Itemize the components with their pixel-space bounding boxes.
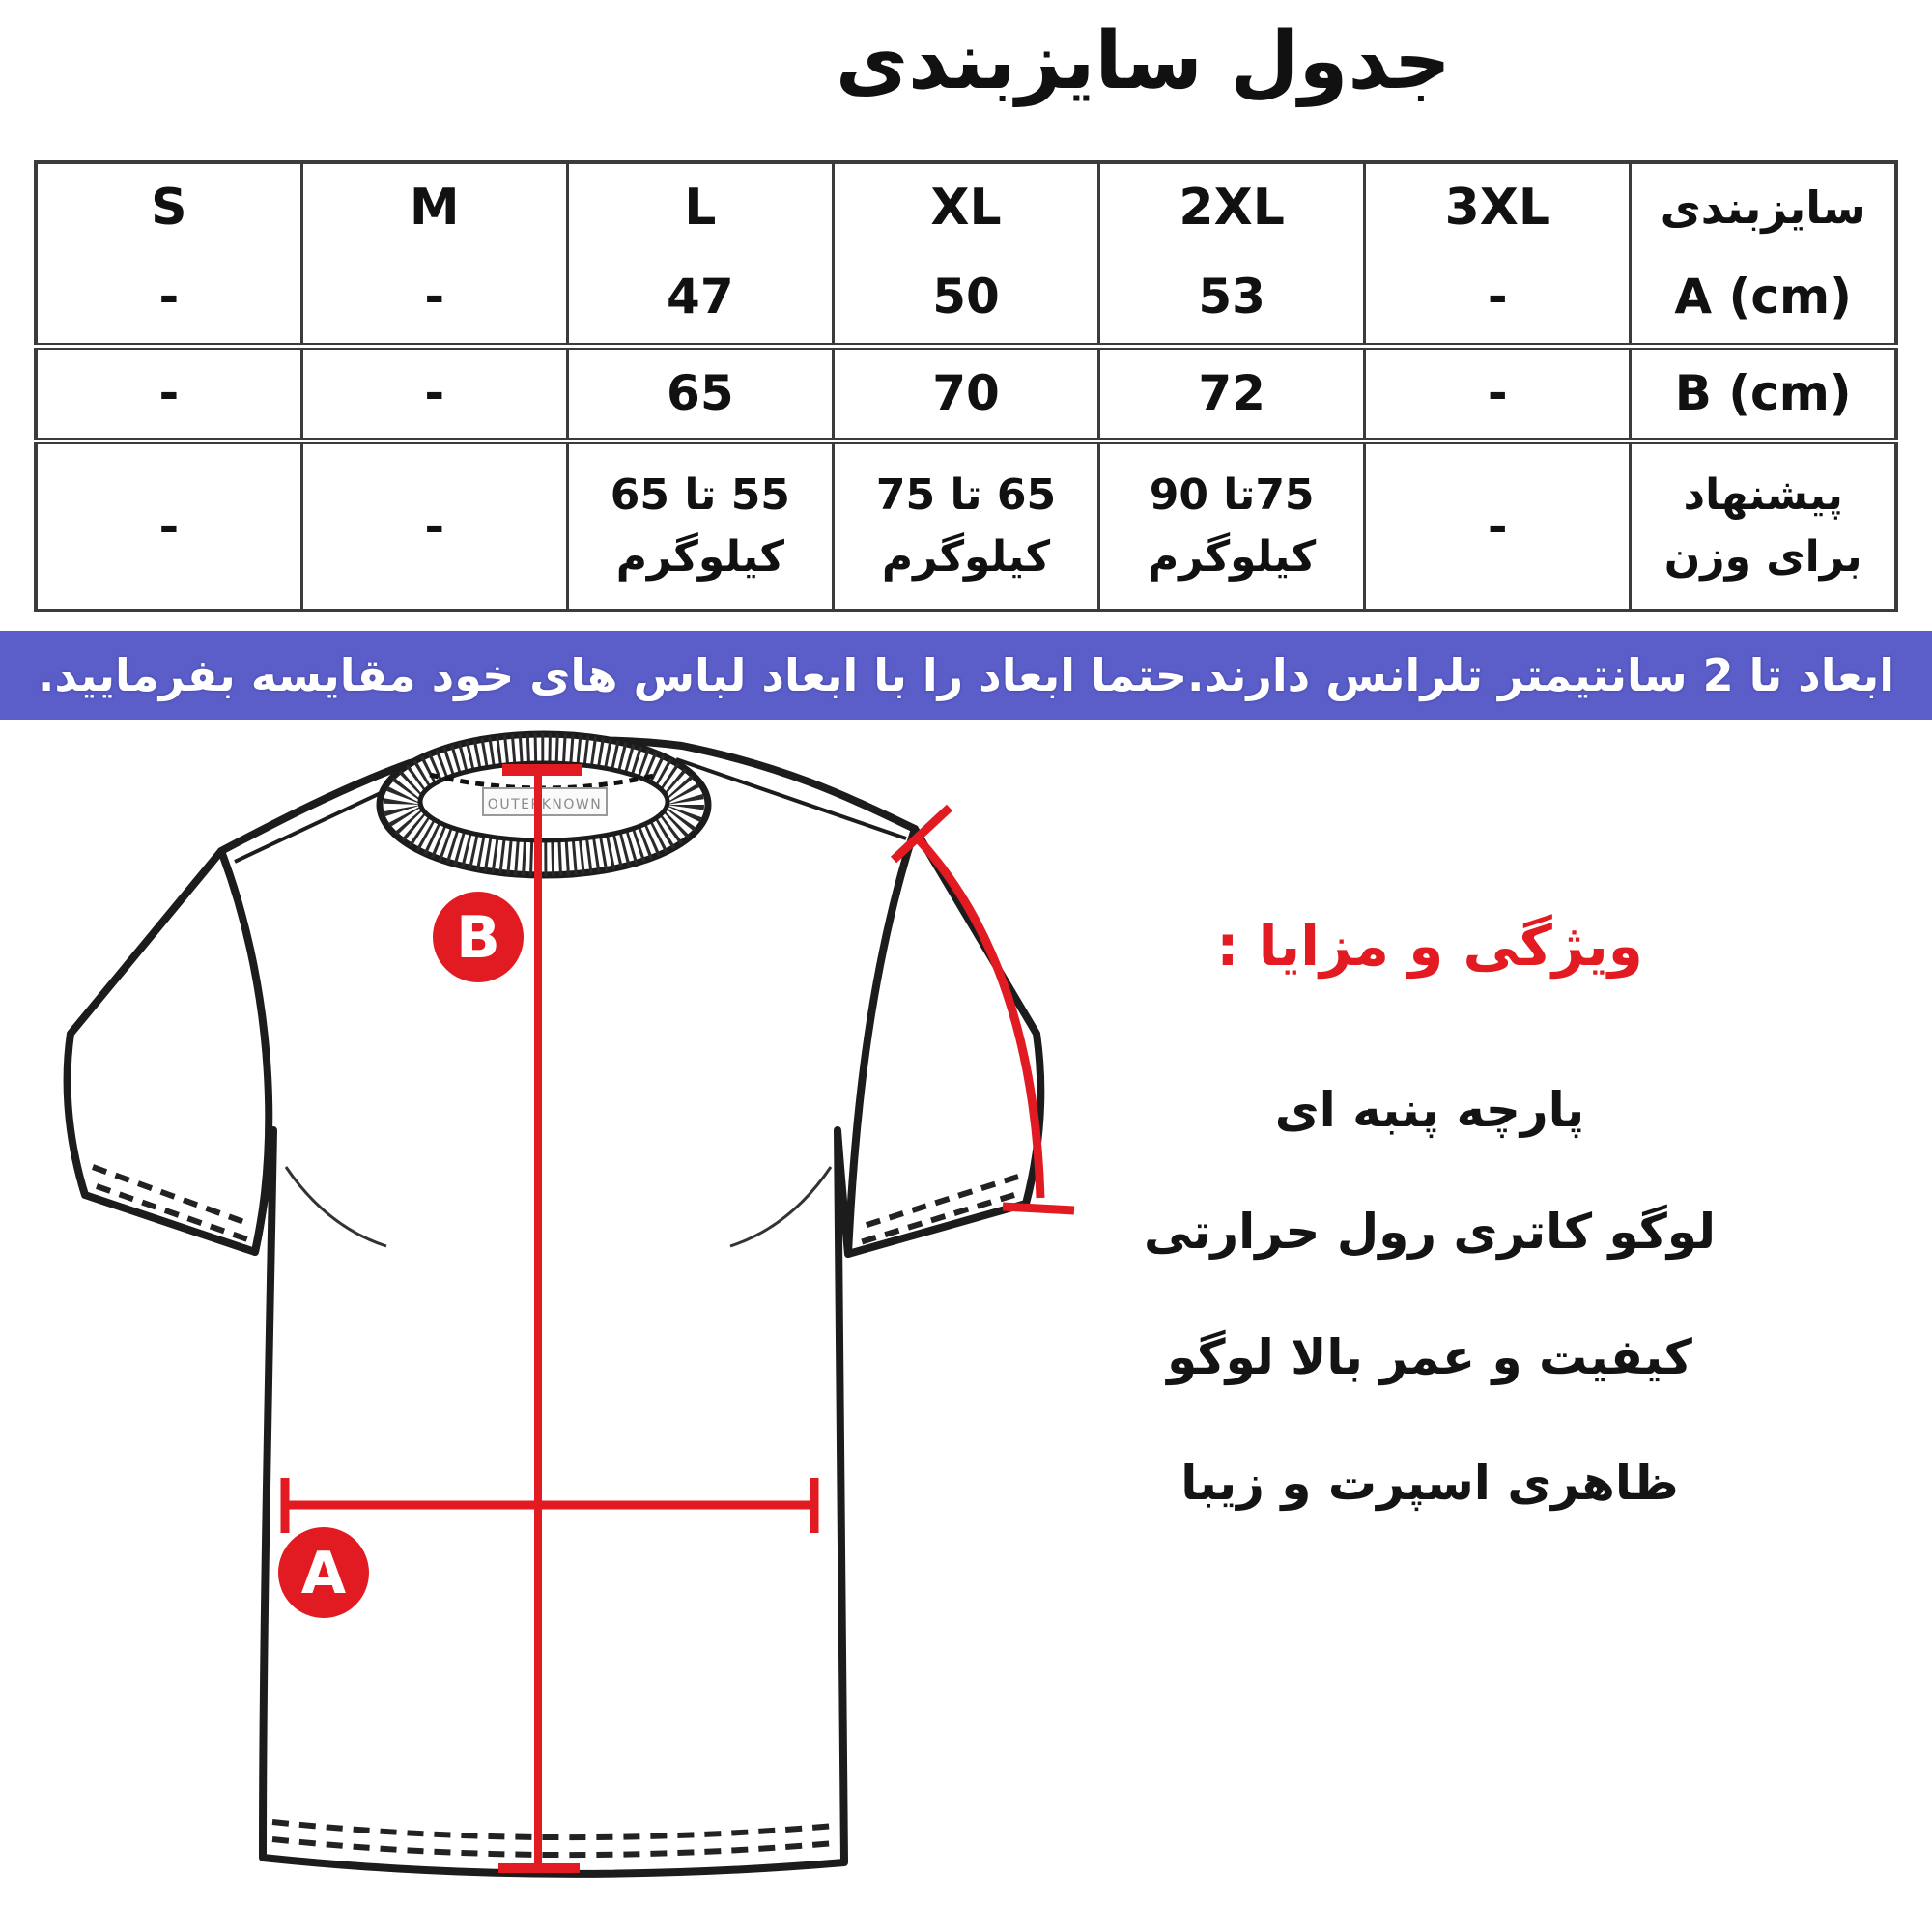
cell-a-s: - bbox=[36, 251, 301, 346]
tolerance-notice-text: ابعاد تا 2 سانتیمتر تلرانس دارند.حتما ابعاد را با ابعاد لباس های خود مقایسه بفرمایید. bbox=[37, 649, 1895, 701]
cell-a-l: 47 bbox=[567, 251, 833, 346]
col-header-sizing: سایزبندی bbox=[1631, 162, 1896, 251]
cell-w-m: - bbox=[301, 440, 567, 611]
row-label-weight: پیشنهاد برای وزن bbox=[1631, 440, 1896, 611]
feature-item-quality: کیفیت و عمر بالا لوگو bbox=[1167, 1329, 1692, 1385]
row-label-b: B (cm) bbox=[1631, 346, 1896, 440]
label-circle-b bbox=[433, 892, 524, 982]
cell-w-xl: 65 تا 75 کیلوگرم bbox=[833, 440, 1098, 611]
cell-a-xl: 50 bbox=[833, 251, 1098, 346]
page-title: جدول سایزبندی bbox=[835, 15, 1451, 107]
cell-a-2xl: 53 bbox=[1099, 251, 1365, 346]
cell-a-3xl: - bbox=[1365, 251, 1631, 346]
col-header-m: M bbox=[301, 162, 567, 251]
label-b-text: B bbox=[456, 904, 500, 972]
cell-b-s: - bbox=[36, 346, 301, 440]
col-header-3xl: 3XL bbox=[1365, 162, 1631, 251]
feature-item-fabric: پارچه پنبه ای bbox=[1274, 1082, 1585, 1138]
features-heading: ویژگی و مزایا : bbox=[1216, 913, 1643, 979]
collar-tag-label: OUTERKNOWN bbox=[487, 797, 603, 812]
col-header-l: L bbox=[567, 162, 833, 251]
cell-b-m: - bbox=[301, 346, 567, 440]
row-label-a: A (cm) bbox=[1631, 251, 1896, 346]
col-header-xl: XL bbox=[833, 162, 1098, 251]
features-section bbox=[1140, 0, 1719, 1932]
label-a-text: A bbox=[300, 1540, 347, 1607]
col-header-s: S bbox=[36, 162, 301, 251]
label-circle-a bbox=[278, 1527, 369, 1618]
collar bbox=[380, 734, 708, 875]
cell-b-l: 65 bbox=[567, 346, 833, 440]
feature-item-look: ظاهری اسپرت و زیبا bbox=[1180, 1455, 1679, 1511]
feature-item-logo-print: لوگو کاتری رول حرارتی bbox=[1144, 1204, 1716, 1260]
sleeve-measure-bottom-tick bbox=[1003, 1207, 1074, 1210]
cell-a-m: - bbox=[301, 251, 567, 346]
tshirt-measurement-diagram bbox=[0, 715, 1140, 1932]
cell-b-3xl: - bbox=[1365, 346, 1631, 440]
cell-w-l: 55 تا 65 کیلوگرم bbox=[567, 440, 833, 611]
cell-w-2xl: 75تا 90 کیلوگرم bbox=[1099, 440, 1365, 611]
cell-b-2xl: 72 bbox=[1099, 346, 1365, 440]
cell-w-s: - bbox=[36, 440, 301, 611]
col-header-2xl: 2XL bbox=[1099, 162, 1365, 251]
cell-b-xl: 70 bbox=[833, 346, 1098, 440]
cell-w-3xl: - bbox=[1365, 440, 1631, 611]
